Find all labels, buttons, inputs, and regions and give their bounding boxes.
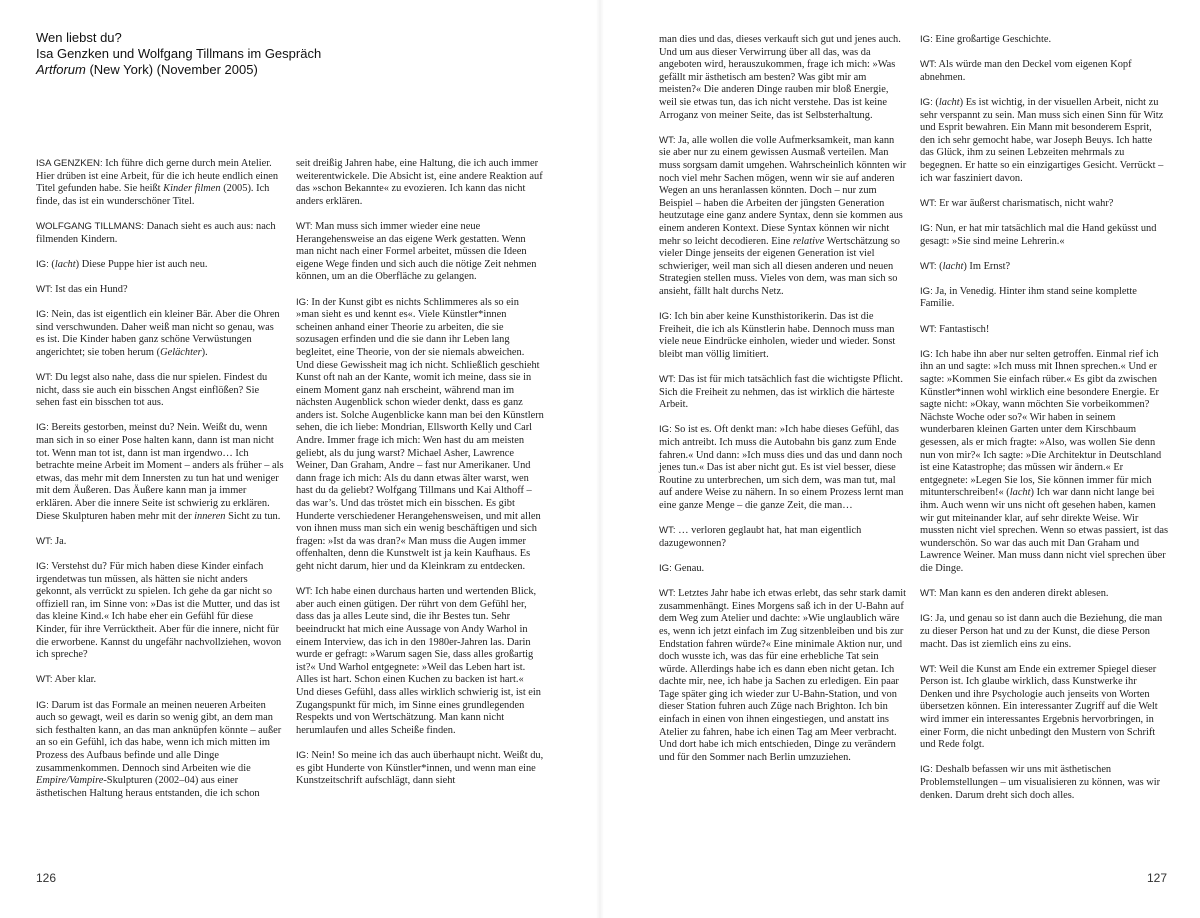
body-text: Ja. bbox=[52, 535, 67, 547]
interview-paragraph bbox=[36, 422, 284, 523]
interview-paragraph bbox=[920, 34, 1168, 47]
body-text: ). bbox=[201, 346, 208, 358]
body-text: In der Kunst gibt es nichts Schlimmeres als so ein »man sieht es und kennt es«. Viele Künstler*innen scheinen anhand einer Theorie zu arbeiten, die sie sozusagen erfinden und die sie dann ihr Leben lang begleitet, eine Theorie, von der sie niemals abweichen. Und diese Gewissheit mag ich nicht. Schließlich geschieht Kunst oft nah an der Kante, womit ich meine, dass sie in einem Moment ganz nah erscheint, während man im nächsten Augenblick schon wieder denkt, dass es ganz anders ist. Solche Augenblicke kann man bei den Künstlern sehen, die ich liebe: Mondrian, Ellsworth Kelly und Carl Andre. Immer frage ich mich: Wen hast du am meisten geliebt, als du jung warst? Michael Asher, Lawrence Weiner, Dan Graham, Andre – fast nur Amerikaner. Und dann frage ich mich: Als du dann etwas älter warst, wen hast du da geliebt? Wolfgang Tillmans und Kai Althoff – das war’s. Und das tröstet mich ein bisschen. Es gibt Hunderte verschiedener Herangehensweisen, und mit allen von ihnen muss man sich ein wenig beschäftigen und sich fragen: »Ist da was dran?« Man muss die Augen immer offenhalten, denn die Kunstwelt ist ja kein Kaufhaus. Es geht nicht darum, hier und da Kleinkram zu entdecken. bbox=[296, 296, 544, 572]
body-text: Ich bin aber keine Kunsthistorikerin. Das ist die Freiheit, die ich als Künstlerin habe. Dennoch muss man viele neue Eindrücke einholen, wieder und wieder. Sonst bleibt man völlig limitiert. bbox=[659, 311, 896, 360]
source-publication: Artforum bbox=[36, 62, 86, 77]
interview-paragraph bbox=[659, 34, 907, 122]
speaker-label: WT: bbox=[659, 374, 676, 386]
speaker-label: WT: bbox=[296, 586, 313, 598]
interview-paragraph bbox=[36, 536, 284, 549]
article-title: Wen liebst du? bbox=[36, 30, 122, 45]
interview-paragraph bbox=[36, 561, 284, 662]
body-text: Weil die Kunst am Ende ein extremer Spiegel dieser Person ist. Ich glaube wirklich, dass Kunstwerke ihr Denken und ihre Psychologie auch jenseits von Worten übersetzen können. Ein interessanter Zugriff auf die Welt wird immer ein interessantes Ergebnis hervorbringen, in einer Form, die nicht unbedingt den Mustern von Schrift und Rede folgt. bbox=[920, 663, 1158, 751]
speaker-label: IG: bbox=[36, 422, 49, 434]
body-text: ) Im Ernst? bbox=[963, 260, 1011, 272]
body-text: ) Diese Puppe hier ist auch neu. bbox=[75, 258, 208, 270]
body-text: Bereits gestorben, meinst du? Nein. Weißt du, wenn man sich in so einer Pose halten kann, dann ist man nicht tot. Wenn man tot ist, dann ist man irgendwo… Ich betrachte meine Arbeit im Moment – anders als früher – als etwas, das mehr mit dem Innersten zu tun hat und weniger mit dem Äußeren. Das Äußere kann man ja immer erklären. Aber die innere Seite ist schwierig zu erklären. Diese Skulpturen haben mehr mit der bbox=[36, 422, 284, 522]
interview-paragraph bbox=[920, 59, 1168, 84]
article-header bbox=[36, 30, 336, 78]
body-text: ) Ich war dann nicht lange bei ihm. Auch wenn wir uns nicht oft gesehen haben, kamen wir gut miteinander klar, auf sehr direkte Weise. Wir mussten nicht viel sprechen. Wenn so etwas passiert, ist das wunderschön. So war das auch mit Dan Graham und Lawrence Weiner. Man muss dann nicht viel sprechen über die Dinge. bbox=[920, 487, 1169, 574]
italic-text: lacht bbox=[54, 258, 76, 270]
interview-paragraph bbox=[920, 664, 1168, 752]
interview-paragraph bbox=[920, 223, 1168, 248]
speaker-label: IG: bbox=[920, 285, 933, 297]
speaker-label: IG: bbox=[296, 749, 309, 761]
speaker-label: WT: bbox=[36, 535, 53, 547]
body-text: Wertschätzung so vieler Dinge jenseits der eigenen Generation ist viel schwieriger, weil man sich all diesen anderen und neuen Strategien stellen muss. Vieles von dem, was man sich so ansieht, fällt halt durchs Netz. bbox=[659, 235, 900, 297]
speaker-label: WOLFGANG TILLMANS: bbox=[36, 220, 145, 232]
body-text: Ich habe ihn aber nur selten getroffen. Einmal rief ich ihn an und sagte: »Ich muss mit Ihnen sprechen.« Und er sagte: »Kommen Sie einfach rüber.« Es gibt da zwischen Künstler*innen wohl wirklich eine besondere Energie. Er sagte nicht: »Okay, wann möchten Sie vorbeikommen? Nächste Woche oder so?« Wir haben in seinem wunderbaren kleinen Garten unter dem Kirschbaum gesessen, als er mich fragte: »Also, was wollen Sie denn nun von mir?« Ich sagte: »Die Architektur in Deutschland ist eine Katastrophe; das müssen wir ändern.« Er entgegnete: »Legen Sie los, Sie können immer für mich mitunterschreiben!« ( bbox=[920, 348, 1162, 499]
body-text: ) Es ist wichtig, in der visuellen Arbeit, nicht zu sehr verspannt zu sein. Man muss sich einen Sinn für Witz und Esprit bewahren. Ein Mann mit besonderem Esprit, den ich sehr gemocht habe, war Joseph Beuys. Ich hatte das Glück, ihm zu seinen Lebzeiten mehrmals zu begegnen. Er hatte so ein einzigartiges Gesicht. Verrückt – ich war fasziniert davon. bbox=[920, 96, 1164, 184]
speaker-label: WT: bbox=[920, 323, 937, 335]
body-text: seit dreißig Jahren habe, eine Haltung, die ich auch immer weiterentwickele. Die Absicht ist, eine andere Reaktion auf das »schon Bekannte« zu evozieren. Ich kann das nicht anders erklären. bbox=[296, 158, 543, 207]
interview-paragraph bbox=[296, 586, 544, 737]
speaker-label: IG: bbox=[659, 562, 672, 574]
speaker-label: WT: bbox=[36, 283, 53, 295]
speaker-label: WT: bbox=[920, 588, 937, 600]
speaker-label: IG: bbox=[659, 311, 672, 323]
body-text: Ja, und genau so ist dann auch die Beziehung, die man zu dieser Person hat und zu der Kunst, die diese Person macht. Das ist ziemlich eins zu eins. bbox=[920, 613, 1163, 650]
body-text: Du legst also nahe, dass die nur spielen. Findest du nicht, dass sie auch ein bisschen Angst einflößen? Sie sehen fast ein bisschen tot aus. bbox=[36, 372, 268, 409]
speaker-label: WT: bbox=[659, 134, 676, 146]
body-text: Das ist für mich tatsächlich fast die wichtigste Pflicht. Sich die Freiheit zu nehmen, das ist wirklich die härteste Arbeit. bbox=[659, 374, 903, 411]
body-text: So ist es. Oft denkt man: »Ich habe dieses Gefühl, das mich antreibt. Ich muss die Autobahn bis ganz zum Ende fahren.« Und dann: »Ich muss dies und das und dann noch jenes tun.« Das ist aber nicht gut. Es ist viel besser, diese Routine zu unterbrechen, um sich dem, was man tut, mal auf andere Weise zu nähern. In so einem Prozess lernt man eine ganze Menge – die ganze Zeit, die man… bbox=[659, 424, 904, 511]
speaker-label: IG: bbox=[659, 424, 672, 436]
interview-paragraph bbox=[296, 221, 544, 284]
speaker-label: IG: bbox=[920, 764, 933, 776]
interview-paragraph bbox=[659, 588, 907, 764]
body-text: Eine großartige Geschichte. bbox=[932, 34, 1052, 45]
interview-paragraph bbox=[920, 261, 1168, 274]
body-text: Genau. bbox=[671, 562, 705, 574]
interview-paragraph bbox=[920, 764, 1168, 802]
body-text: Nein, das ist eigentlich ein kleiner Bär. Aber die Ohren sind verschwunden. Daher weiß man nicht so genau, was es ist. Die Kinder haben ganz schöne Verwüstungen angerichtet; sie toben herum ( bbox=[36, 309, 280, 358]
body-text: Darum ist das Formale an meinen neueren Arbeiten auch so gewagt, weil es darin so wenig gibt, an dem man sich festhalten kann, an das man anknüpfen könnte – außer an so ein Gefühl, ich das habe, wenn ich mich mitten im Prozess des Aufbaus befinde und alle Dinge zusammenkommen. Dennoch sind Arbeiten wie die bbox=[36, 699, 282, 774]
body-text: Er war äußerst charismatisch, nicht wahr? bbox=[936, 197, 1114, 209]
interview-paragraph bbox=[920, 613, 1168, 651]
italic-text: lacht bbox=[942, 260, 964, 272]
interview-paragraph bbox=[920, 349, 1168, 576]
body-text: Danach sieht es auch aus: nach filmenden Kindern. bbox=[36, 220, 276, 245]
speaker-label: WT: bbox=[920, 197, 937, 209]
interview-paragraph bbox=[659, 311, 907, 361]
body-text: Ich habe einen durchaus harten und wertenden Blick, aber auch einen gütigen. Der rührt von dem Gefühl her, dass das ja alles Leute sind, die ihr Bestes tun. Sehr beeindruckt hat mich eine Aussage von Andy Warhol in einem Interview, das ich in den 1980er-Jahren las. Darin wurde er gefragt: »Warum sagen Sie, dass alles großartig ist?« Und Warhol entgegnete: »Weil das Leben hart ist. Alles ist hart. Schon einen Kuchen zu backen ist hart.« Und dieses Gefühl, dass alles wirklich schwierig ist, ist ein Zugangspunkt für mich, im Sinne eines grundlegenden Respekts und von Wertschätzung. Man kann nicht herumlaufen und alles Scheiße finden. bbox=[296, 586, 542, 736]
body-text: Nun, er hat mir tatsächlich mal die Hand geküsst und gesagt: »Sie sind meine Lehrerin.« bbox=[920, 222, 1157, 247]
body-text: … verloren geglaubt hat, hat man eigentlich dazugewonnen? bbox=[659, 525, 862, 549]
body-text: Fantastisch! bbox=[936, 323, 990, 335]
page-number-left: 126 bbox=[36, 871, 57, 885]
body-text: Aber klar. bbox=[52, 674, 97, 686]
interview-paragraph bbox=[920, 198, 1168, 211]
body-text: -Skulpturen (2002–04) aus einer ästhetischen Haltung heraus entstanden, die ich schon bbox=[36, 775, 260, 799]
body-text: Verstehst du? Für mich haben diese Kinder einfach irgendetwas tun müssen, als hätten sie nicht anders gekonnt, als verrückt zu spielen. Ich gehe da gar nicht so offiziell ran, im Sinne von: »Das ist die Mutter, und das ist das kleine Kind.« Ich habe eher ein Gefühl für diese Kinder, für ihre Verrücktheit. Aber für die innere, nicht für die erworbene. Kannst du ungefähr nachvollziehen, wovon ich spreche? bbox=[36, 561, 282, 661]
interview-paragraph bbox=[36, 259, 284, 272]
body-text: Ja, in Venedig. Hinter ihm stand seine komplette Familie. bbox=[920, 285, 1137, 310]
body-text: ( bbox=[936, 260, 943, 272]
speaker-label: WT: bbox=[659, 588, 676, 600]
body-text: Letztes Jahr habe ich etwas erlebt, das sehr stark damit zusammenhängt. Eines Morgens saß ich in der U-Bahn auf dem Weg zum Atelier und dachte: »Wie unglaublich wäre es, wenn ich jetzt einfach im Zug sitzenbleiben und bis zur Endstation fahren würde?« Eine minimale Aktion nur, und doch wusste ich, was das für eine erhebliche Tat sein würde. Allerdings habe ich es dann eben nicht getan. Ich dachte mir, nee, ich habe ja Sachen zu erledigen. Ein paar Tage später ging ich wieder zur U-Bahn-Station, und von dieser Station fuhren auch Züge nach Brighton. Ich bin einfach in einen von ihnen eingestiegen, und anstatt ins Atelier zu fahren, habe ich einen Tag am Meer verbracht. Und dort habe ich mich entschieden, Dinge zu verändern und für den Sommer nach Berlin umzuziehen. bbox=[659, 588, 907, 763]
italic-text: lacht bbox=[1009, 487, 1031, 499]
interview-paragraph bbox=[36, 372, 284, 410]
speaker-label: IG: bbox=[36, 561, 49, 572]
speaker-label: IG: bbox=[920, 348, 933, 360]
interview-paragraph bbox=[36, 158, 284, 208]
speaker-label: WT: bbox=[296, 220, 313, 232]
speaker-label: IG: bbox=[920, 222, 933, 234]
interview-paragraph bbox=[36, 700, 284, 801]
body-text: Man muss sich immer wieder eine neue Herangehensweise an das eigene Werk gestatten. Wenn man nicht nach einer Formel arbeitet, müssen die Ideen eigene Wege finden und sich auch die nötige Zeit nehmen können, um an die Oberfläche zu gelangen. bbox=[296, 220, 537, 283]
speaker-label: IG: bbox=[920, 613, 933, 625]
speaker-label: IG: bbox=[36, 309, 49, 321]
body-text: ( bbox=[48, 258, 55, 270]
interview-paragraph bbox=[296, 297, 544, 574]
interview-paragraph bbox=[296, 750, 544, 788]
interview-paragraph bbox=[659, 563, 907, 576]
speaker-label: WT: bbox=[659, 525, 676, 537]
speaker-label: IG: bbox=[920, 34, 933, 45]
speaker-label: IG: bbox=[920, 96, 933, 108]
italic-text: inneren bbox=[194, 510, 226, 522]
page-number-right: 127 bbox=[1147, 871, 1168, 885]
text-column-1 bbox=[36, 158, 284, 813]
body-text: Deshalb befassen wir uns mit ästhetischen Problemstellungen – um visualisieren zu können, was wir denken. Darum dreht sich doch alles. bbox=[920, 764, 1161, 801]
body-text: (2005). Ich finde, das ist ein wunderschöner Titel. bbox=[36, 183, 270, 207]
speaker-label: IG: bbox=[36, 258, 49, 270]
italic-text: Gelächter bbox=[160, 346, 202, 358]
interview-paragraph bbox=[920, 97, 1168, 185]
body-text: Ja, alle wollen die volle Aufmerksamkeit, man kann sie aber nur zu einem gewissen Ausmaß verteilen. Man muss sorgsam damit umgehen. Wahrscheinlich könnten wir noch viel mehr Sachen mögen, wenn wir sie auf anderen Wegen an uns heranlassen könnten. Doch – nur zum Beispiel – haben die Arbeiten der jüngsten Generation heutzutage eine ganz andere Syntax, denn sie kommen aus einem anderen Kontext. Diese Syntax können wir nicht mehr so leicht decodieren. Eine bbox=[659, 134, 907, 247]
interview-paragraph bbox=[659, 525, 907, 550]
italic-text: relative bbox=[792, 235, 825, 247]
body-text: Ich führe dich gerne durch mein Atelier. Hier drüben ist eine Arbeit, für die ich heute endlich einen Titel gefunden habe. Sie heißt bbox=[36, 158, 279, 195]
interview-paragraph bbox=[36, 284, 284, 297]
source-details: (New York) (November 2005) bbox=[85, 62, 258, 77]
body-text: Sicht zu tun. bbox=[225, 510, 281, 522]
article-source bbox=[36, 62, 336, 78]
text-column-3 bbox=[659, 34, 907, 777]
interview-paragraph bbox=[659, 424, 907, 512]
speaker-label: IG: bbox=[36, 699, 49, 711]
speaker-label: WT: bbox=[920, 260, 937, 272]
interview-paragraph bbox=[659, 374, 907, 412]
interview-paragraph bbox=[36, 221, 284, 246]
speaker-label: IG: bbox=[296, 296, 309, 308]
body-text: Man kann es den anderen direkt ablesen. bbox=[936, 588, 1109, 600]
speaker-label: ISA GENZKEN: bbox=[36, 158, 103, 169]
speaker-label: WT: bbox=[36, 674, 53, 686]
body-text: Nein! So meine ich das auch überhaupt nicht. Weißt du, es gibt Hunderte von Künstler*innen, und wenn man eine Kunstzeitschrift aufschlägt, dann sieht bbox=[296, 749, 544, 787]
italic-text: Empire/Vampire bbox=[36, 775, 104, 787]
text-column-2 bbox=[296, 158, 544, 800]
article-subtitle: Isa Genzken und Wolfgang Tillmans im Gespräch bbox=[36, 46, 322, 61]
interview-paragraph bbox=[659, 135, 907, 299]
speaker-label: WT: bbox=[920, 663, 937, 675]
body-text: Ist das ein Hund? bbox=[52, 283, 128, 295]
italic-text: lacht bbox=[938, 96, 960, 108]
italic-text: Kinder filmen bbox=[163, 183, 221, 195]
interview-paragraph bbox=[36, 674, 284, 687]
interview-paragraph bbox=[296, 158, 544, 208]
body-text: ( bbox=[932, 96, 939, 108]
book-gutter bbox=[596, 0, 604, 918]
speaker-label: WT: bbox=[920, 59, 937, 71]
body-text: Als würde man den Deckel vom eigenen Kopf abnehmen. bbox=[920, 59, 1132, 83]
interview-paragraph bbox=[36, 309, 284, 359]
interview-paragraph bbox=[920, 588, 1168, 601]
speaker-label: WT: bbox=[36, 372, 53, 384]
text-column-4 bbox=[920, 34, 1168, 815]
body-text: man dies und das, dieses verkauft sich gut und jenes auch. Und um aus dieser Verwirrung über all das, was da angeboten wird, herauszukommen, frage ich mich: »Was gefällt mir ästhetisch am besten? Was gibt mir am meisten?« Die anderen Dinge rauben mir bloß Energie, weil sie etwas tun, das ich nicht verstehe. Das ist keine Arroganz von meiner Seite, das ist Selbsterhaltung. bbox=[659, 34, 901, 121]
interview-paragraph bbox=[920, 324, 1168, 337]
interview-paragraph bbox=[920, 286, 1168, 311]
